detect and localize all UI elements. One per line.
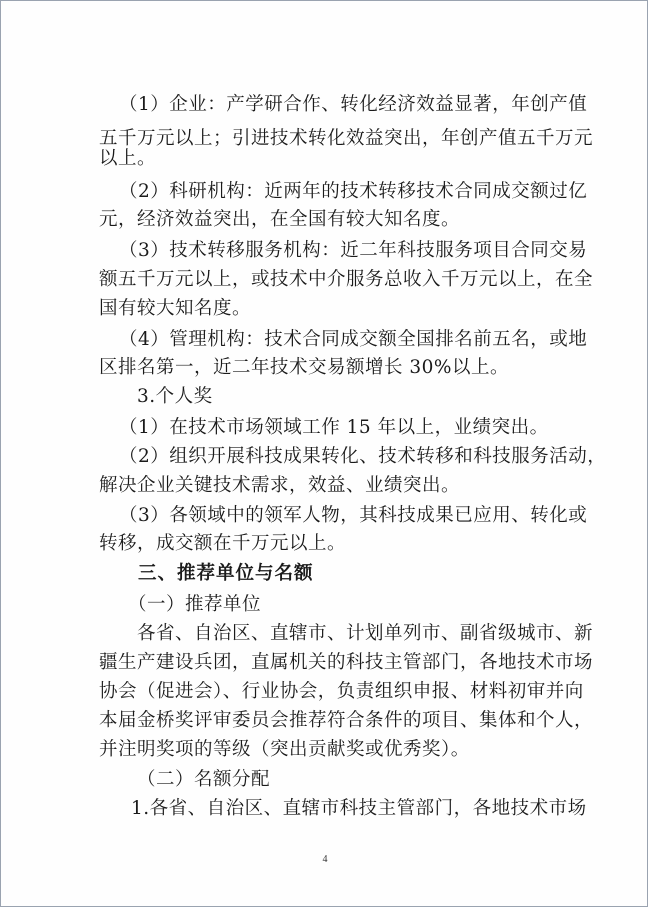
paragraph-line: 解决企业关键技术需求，效益、业绩突出。: [99, 475, 461, 496]
paragraph-line: 协会（促进会）、行业协会，负责组织申报、材料初审并向: [99, 681, 584, 702]
paragraph-line: 元，经济效益突出，在全国有较大知名度。: [99, 209, 461, 230]
paragraph-line: 五千万元以上；引进技术转化效益突出，年创产值五千万元: [99, 128, 594, 149]
paragraph-line: 本届金桥奖评审委员会推荐符合条件的项目、集体和个人，: [99, 710, 594, 731]
section-subheading: （一）推荐单位: [128, 594, 262, 615]
paragraph-line: （1）在技术市场领域工作 15 年以上，业绩突出。: [119, 417, 549, 438]
page-number: 4: [322, 854, 328, 865]
paragraph-line: （3）各领域中的领军人物，其科技成果已应用、转化或: [119, 505, 588, 526]
paragraph-line: 以上。: [99, 148, 157, 169]
paragraph-line: （1）企业：产学研合作、转化经济效益显著，年创产值: [119, 94, 588, 115]
paragraph-line: 疆生产建设兵团，直属机关的科技主管部门，各地技术市场: [99, 652, 594, 673]
paragraph-line: （4）管理机构：技术合同成交额全国排名前五名，或地: [119, 329, 588, 350]
paragraph-line: 国有较大知名度。: [99, 298, 252, 319]
paragraph-line: 区排名第一，近二年技术交易额增长 30%以上。: [99, 357, 510, 378]
paragraph-line: 转移，成交额在千万元以上。: [99, 533, 347, 554]
section-subheading: 3.个人奖: [137, 386, 213, 407]
paragraph-line: （3）技术转移服务机构：近二年科技服务项目合同交易: [119, 240, 588, 261]
paragraph-line: 并注明奖项的等级（突出贡献奖或优秀奖）。: [99, 739, 470, 760]
section-heading: 三、推荐单位与名额: [138, 563, 314, 584]
paragraph-line: 1.各省、自治区、直辖市科技主管部门，各地技术市场: [131, 798, 587, 819]
paragraph-line: 各省、自治区、直辖市、计划单列市、副省级城市、新: [137, 623, 594, 644]
section-subheading: （二）名额分配: [137, 769, 271, 790]
paragraph-line: 额五千万元以上，或技术中介服务总收入千万元以上，在全: [99, 269, 594, 290]
paragraph-line: （2）组织开展科技成果转化、技术转移和科技服务活动，: [119, 446, 607, 467]
paragraph-line: （2）科研机构：近两年的技术转移技术合同成交额过亿: [119, 181, 588, 202]
